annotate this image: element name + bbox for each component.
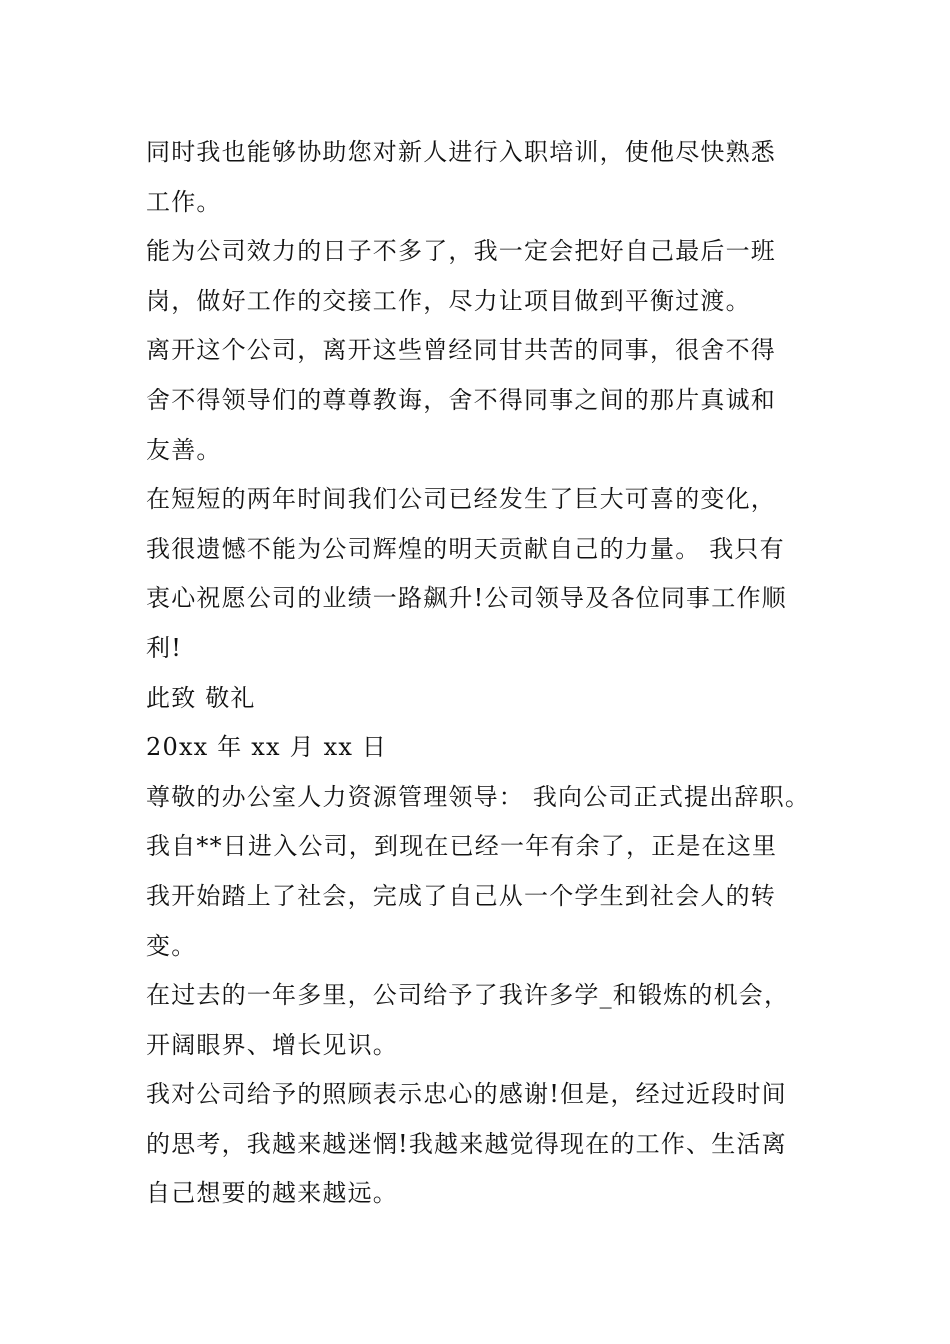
text-line: 岗，做好工作的交接工作，尽力让项目做到平衡过渡。 xyxy=(146,286,751,315)
text-line: 工作。 xyxy=(146,187,222,216)
text-line: 衷心祝愿公司的业绩一路飙升!公司领导及各位同事工作顺 xyxy=(146,584,787,613)
text-line: 的思考，我越来越迷惘!我越来越觉得现在的工作、生活离 xyxy=(146,1129,787,1158)
text-line: 友善。 xyxy=(146,435,222,464)
text-line: 同时我也能够协助您对新人进行入职培训，使他尽快熟悉 xyxy=(146,138,776,166)
text-line: 我自**日进入公司，到现在已经一年有余了，正是在这里 xyxy=(146,832,778,861)
document-body xyxy=(146,128,826,1219)
date-line: 20xx 年 xx 月 xx 日 xyxy=(146,733,388,762)
text-line: 变。 xyxy=(146,931,197,960)
text-line: 能为公司效力的日子不多了，我一定会把好自己最后一班 xyxy=(146,237,776,266)
text-line: 利! xyxy=(146,633,183,662)
text-line: 在过去的一年多里，公司给予了我许多学_和锻炼的机会， xyxy=(146,981,790,1010)
text-line: 我对公司给予的照顾表示忠心的感谢!但是，经过近段时间 xyxy=(146,1080,787,1109)
text-line: 开阔眼界、增长见识。 xyxy=(146,1030,398,1059)
text-line: 在短短的两年时间我们公司已经发生了巨大可喜的变化， xyxy=(146,485,776,514)
closing-salutation: 此致 敬礼 xyxy=(146,683,256,712)
greeting-line: 尊敬的办公室人力资源管理领导： 我向公司正式提出辞职。 xyxy=(146,782,811,811)
text-line: 我很遗憾不能为公司辉煌的明天贡献自己的力量。 我只有 xyxy=(146,534,785,563)
text-line: 自己想要的越来越远。 xyxy=(146,1179,398,1208)
text-line: 我开始踏上了社会，完成了自己从一个学生到社会人的转 xyxy=(146,881,776,910)
text-line: 离开这个公司，离开这些曾经同甘共苦的同事，很舍不得 xyxy=(146,336,776,365)
text-line: 舍不得领导们的尊尊教诲，舍不得同事之间的那片真诚和 xyxy=(146,385,776,414)
